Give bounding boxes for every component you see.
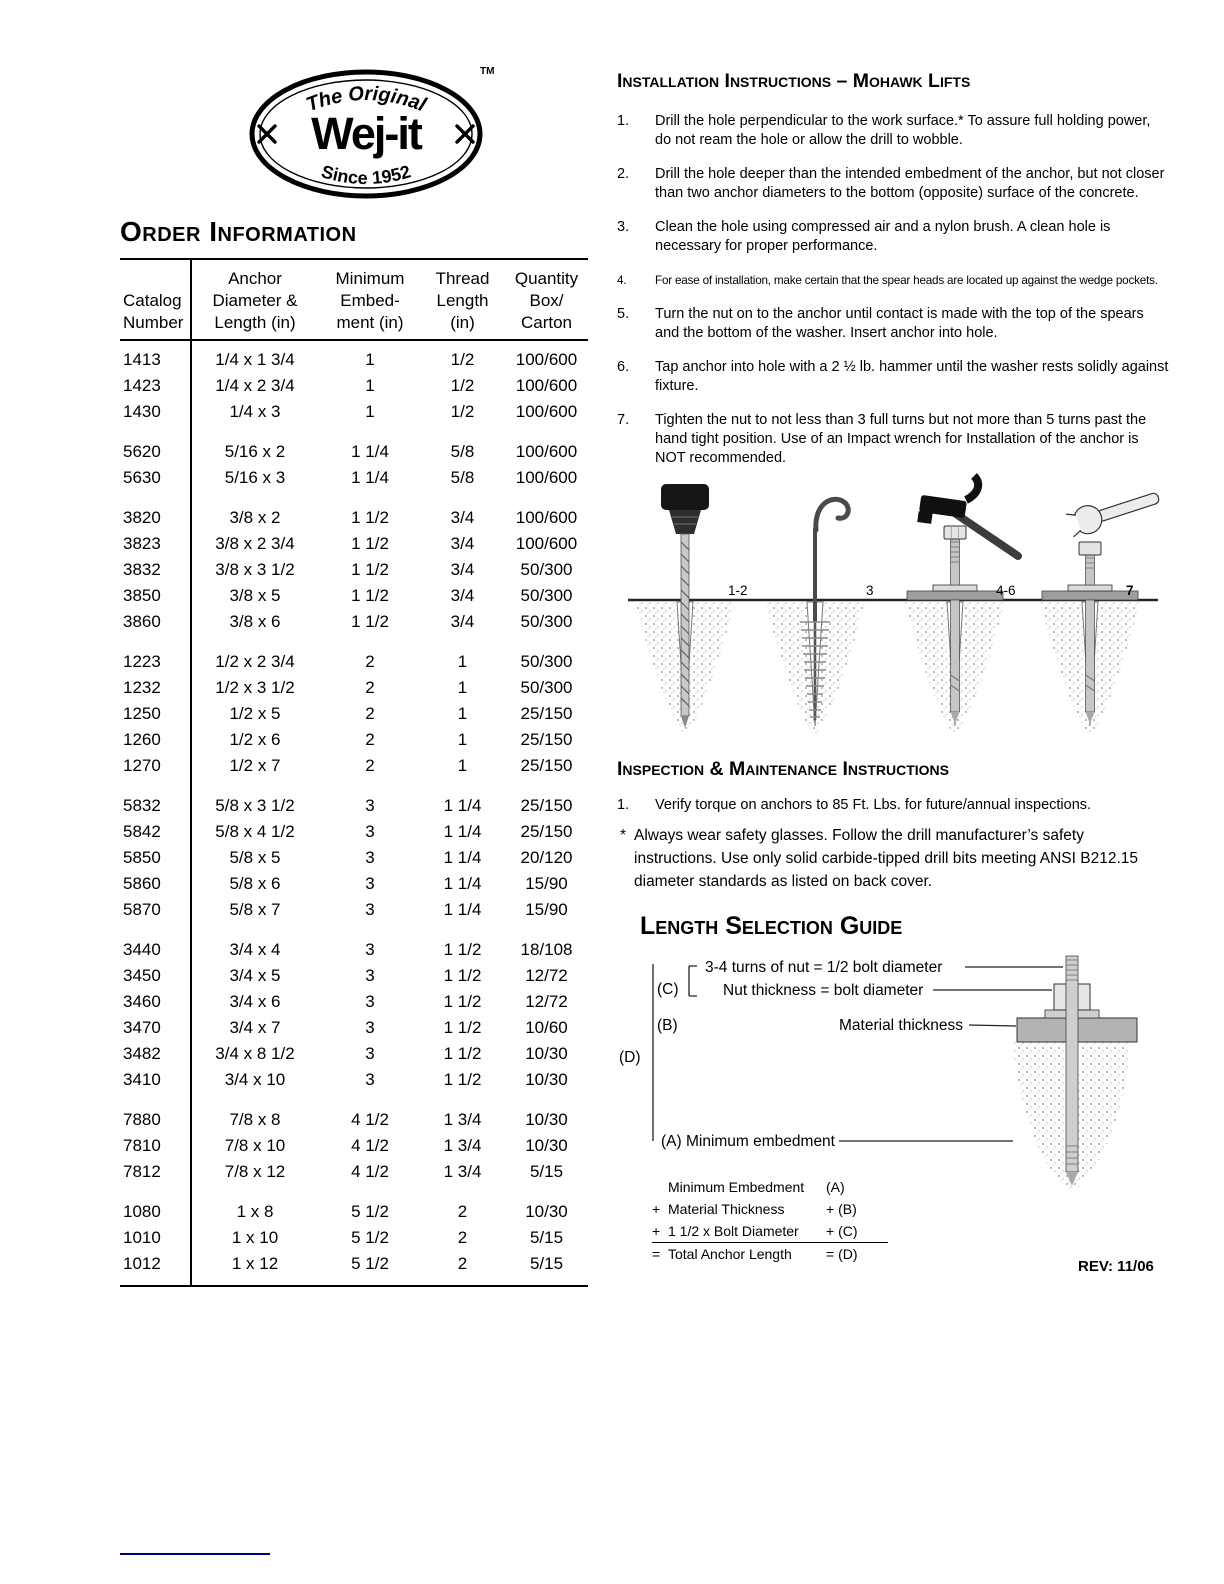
table-cell: 1 (457, 652, 468, 671)
table-cell: 3 (365, 1018, 375, 1037)
formula-row (652, 1220, 888, 1243)
table-cell: 20/120 (520, 848, 573, 867)
table-cell: 1430 (123, 402, 161, 421)
table-cell: 50/300 (520, 560, 573, 579)
table-cell: 1 (365, 402, 375, 421)
table-cell: 3/4 x 8 1/2 (215, 1044, 295, 1063)
table-cell: 50/300 (520, 586, 573, 605)
table-cell: 100/600 (515, 402, 578, 421)
table-cell: 3/8 x 5 (229, 586, 281, 605)
table-cell: 2 (365, 756, 375, 775)
installation-instructions-title: Installation Instructions – Mohawk Lifts (617, 70, 971, 92)
table-cell: 5/15 (529, 1162, 564, 1181)
table-cell: 4 1/2 (351, 1136, 389, 1155)
formula-label: 1 1/2 x Bolt Diameter (668, 1223, 799, 1239)
step-number: 2. (617, 166, 630, 182)
table-cell: 3/4 x 5 (229, 966, 281, 985)
installation-steps-figure (620, 470, 1165, 752)
safety-note (620, 824, 1165, 893)
table-cell: 3/4 (450, 586, 475, 605)
table-cell: 1 (365, 350, 375, 369)
table-cell: 1012 (123, 1254, 161, 1273)
label-c: (C) (657, 981, 679, 998)
table-cell: 1 1/4 (443, 796, 482, 815)
step-number: 7. (617, 412, 630, 428)
instruction-step (617, 165, 1169, 203)
safety-note-text: Always wear safety glasses. Follow the drill manufacturer’s safety instructions. Use only solid carbide-tipped drill bits meeting ANSI B212.15 diameter standards as listed on back cover. (634, 827, 1139, 890)
instruction-step (617, 305, 1169, 343)
asterisk: * (620, 827, 627, 844)
table-cell: 2 (457, 1254, 468, 1273)
table-cell: 3 (365, 874, 375, 893)
table-cell: 15/90 (525, 900, 568, 919)
footer-rule (120, 1553, 270, 1555)
drilled-holes (677, 602, 1098, 726)
col-header-quantity: Quantity Box/ Carton (514, 269, 579, 332)
table-cell: 1 1/2 (443, 940, 482, 959)
step-text: Turn the nut on to the anchor until contact is made with the top of the spears and the bottom of the washer. Insert anchor into hole. (655, 306, 1144, 341)
step-number: 4. (617, 274, 627, 287)
table-cell: 3860 (123, 612, 161, 631)
table-cell: 3/8 x 2 3/4 (215, 534, 295, 553)
table-cell: 18/108 (520, 940, 573, 959)
table-cell: 50/300 (520, 612, 573, 631)
revision-label: REV: 11/06 (1078, 1258, 1154, 1275)
order-information-title: Order Information (120, 216, 357, 247)
table-cell: 3 (365, 822, 375, 841)
table-cell: 1 (365, 376, 375, 395)
table-cell: 3 (365, 940, 375, 959)
table-cell: 10/30 (525, 1070, 568, 1089)
table-cell: 5/8 x 5 (229, 848, 281, 867)
table-cell: 7/8 x 12 (224, 1162, 286, 1181)
formula-code: + (B) (826, 1201, 857, 1217)
wrench-icon (1061, 483, 1163, 540)
table-cell: 3460 (123, 992, 161, 1011)
guide-line1: 3-4 turns of nut = 1/2 bolt diameter (705, 959, 943, 976)
table-cell: 3/8 x 6 (229, 612, 281, 631)
table-cell: 1 1/2 (443, 1018, 482, 1037)
table-cell: 3/4 (450, 508, 475, 527)
table-cell: 1 1/2 (443, 1044, 482, 1063)
guide-line3: Material thickness (839, 1017, 964, 1034)
step-text: Tap anchor into hole with a 2 ½ lb. hammer until the washer rests solidly against fixture. (655, 359, 1169, 394)
step-number: 1. (617, 113, 630, 129)
table-cell: 1 1/2 (351, 560, 389, 579)
step-text: Drill the hole deeper than the intended embedment of the anchor, but not closer than two anchor diameters to the bottom (opposite) surface of the concrete. (655, 166, 1165, 201)
table-cell: 3820 (123, 508, 161, 527)
table-cell: 3/4 x 6 (229, 992, 281, 1011)
formula-row (652, 1243, 888, 1265)
table-cell: 3410 (123, 1070, 161, 1089)
table-cell: 5832 (123, 796, 161, 815)
table-cell: 2 (457, 1228, 468, 1247)
table-cell: 3 (365, 1070, 375, 1089)
col-header-embedment: Minimum Embed- ment (in) (335, 269, 405, 332)
table-cell: 3 (365, 848, 375, 867)
formula-code: = (D) (826, 1246, 858, 1262)
table-cell: 5870 (123, 900, 161, 919)
table-cell: 3 (365, 796, 375, 815)
table-cell: 1 3/4 (443, 1136, 482, 1155)
table-cell: 1/2 (450, 402, 475, 421)
table-cell: 3832 (123, 560, 161, 579)
table-cell: 25/150 (520, 796, 573, 815)
formula-row (652, 1176, 888, 1198)
instruction-step (617, 358, 1169, 396)
length-selection-diagram (617, 950, 1165, 1200)
step-text: Tighten the nut to not less than 3 full turns but not more than 5 turns past the hand tight position. Use of an Impact wrench for Installation of the anchor is NOT recommended. (655, 412, 1147, 466)
table-cell: 1 x 8 (236, 1202, 274, 1221)
table-cell: 3/4 (450, 560, 475, 579)
table-cell: 5/8 (450, 468, 475, 487)
table-cell: 3850 (123, 586, 161, 605)
table-cell: 1/4 x 3 (229, 402, 281, 421)
step-text: Clean the hole using compressed air and a nylon brush. A clean hole is necessary for proper performance. (655, 219, 1111, 254)
instruction-step (617, 112, 1169, 150)
table-cell: 100/600 (515, 376, 578, 395)
table-cell: 1/2 x 7 (229, 756, 281, 775)
table-cell: 1 (457, 730, 468, 749)
inspection-maintenance-title: Inspection & Maintenance Instructions (617, 758, 949, 780)
formula-label: Total Anchor Length (668, 1246, 792, 1262)
table-cell: 100/600 (515, 468, 578, 487)
label-b: (B) (657, 1017, 678, 1034)
table-cell: 3/8 x 2 (229, 508, 281, 527)
table-cell: 1080 (123, 1202, 161, 1221)
table-cell: 2 (365, 652, 375, 671)
formula-op (652, 1176, 668, 1198)
table-cell: 1/2 (450, 376, 475, 395)
hammer-icon (917, 476, 1018, 556)
logo-brand-name: Wej-it (311, 108, 421, 159)
installation-steps (617, 112, 1169, 483)
step-text: Drill the hole perpendicular to the work surface.* To assure full holding power, do not ream the hole or allow the drill to wobble. (655, 113, 1151, 148)
table-cell: 1 x 10 (231, 1228, 279, 1247)
table-cell: 5/8 x 4 1/2 (215, 822, 295, 841)
label-d: (D) (619, 1049, 641, 1066)
formula-op: + (652, 1223, 661, 1239)
table-cell: 1 1/4 (351, 468, 389, 487)
table-cell: 25/150 (520, 704, 573, 723)
table-cell: 1 x 12 (231, 1254, 279, 1273)
table-cell: 1 1/2 (443, 992, 482, 1011)
table-cell: 3823 (123, 534, 161, 553)
table-cell: 1223 (123, 652, 161, 671)
concrete-stipple (635, 602, 1140, 736)
col-header-catalog: Catalog Number (123, 291, 184, 332)
wejit-logo (244, 56, 496, 208)
table-cell: 1423 (123, 376, 161, 395)
table-cell: 50/300 (520, 652, 573, 671)
length-selection-guide-title: Length Selection Guide (640, 912, 903, 940)
table-cell: 5/16 x 3 (224, 468, 286, 487)
table-cell: 3/4 x 4 (229, 940, 281, 959)
instruction-step (617, 411, 1169, 468)
table-cell: 7880 (123, 1110, 161, 1129)
trademark-symbol: TM (480, 66, 495, 77)
table-cell: 1232 (123, 678, 161, 697)
table-cell: 5 1/2 (351, 1254, 389, 1273)
table-cell: 3482 (123, 1044, 161, 1063)
table-cell: 25/150 (520, 822, 573, 841)
table-cell: 12/72 (525, 992, 568, 1011)
table-cell: 3 (365, 992, 375, 1011)
table-cell: 1270 (123, 756, 161, 775)
table-cell: 3/8 x 3 1/2 (215, 560, 295, 579)
col-header-thread: Thread Length (in) (435, 269, 490, 332)
table-cell: 4 1/2 (351, 1162, 389, 1181)
step-number: 5. (617, 306, 630, 322)
table-cell: 5630 (123, 468, 161, 487)
table-cell: 100/600 (515, 508, 578, 527)
table-cell: 5 1/2 (351, 1228, 389, 1247)
table-cell: 3/4 x 7 (229, 1018, 281, 1037)
table-cell: 1260 (123, 730, 161, 749)
table-cell: 7812 (123, 1162, 161, 1181)
table-cell: 5/8 (450, 442, 475, 461)
guide-line2: Nut thickness = bolt diameter (723, 982, 924, 999)
formula-code: + (C) (826, 1223, 858, 1239)
table-cell: 25/150 (520, 730, 573, 749)
table-vertical-rule (190, 260, 192, 1285)
table-cell: 4 1/2 (351, 1110, 389, 1129)
table-cell: 5 1/2 (351, 1202, 389, 1221)
table-cell: 1/2 x 3 1/2 (215, 678, 295, 697)
table-cell: 100/600 (515, 534, 578, 553)
table-cell: 5/16 x 2 (224, 442, 286, 461)
table-cell: 1/2 x 6 (229, 730, 281, 749)
table-cell: 10/30 (525, 1110, 568, 1129)
table-cell: 1 1/2 (351, 534, 389, 553)
table-cell: 2 (365, 704, 375, 723)
table-cell: 1/4 x 1 3/4 (215, 350, 295, 369)
table-cell: 5/8 x 7 (229, 900, 281, 919)
formula-table (652, 1176, 888, 1265)
figure-label-1-2: 1-2 (728, 583, 748, 598)
table-cell: 3 (365, 966, 375, 985)
table-cell: 5860 (123, 874, 161, 893)
table-cell: 10/60 (525, 1018, 568, 1037)
table-cell: 1 3/4 (443, 1110, 482, 1129)
table-cell: 3/4 (450, 534, 475, 553)
table-cell: 1 1/2 (351, 612, 389, 631)
formula-label: Material Thickness (668, 1201, 785, 1217)
table-cell: 5/15 (529, 1228, 564, 1247)
table-cell: 1 (457, 704, 468, 723)
table-cell: 1 1/4 (443, 874, 482, 893)
table-cell: 100/600 (515, 350, 578, 369)
formula-label: Minimum Embedment (668, 1179, 805, 1195)
formula-code: (A) (826, 1179, 845, 1195)
table-cell: 1010 (123, 1228, 161, 1247)
table-cell: 1 (457, 678, 468, 697)
table-cell: 1413 (123, 350, 161, 369)
table-cell: 1250 (123, 704, 161, 723)
col-header-anchor: Anchor Diameter & Length (in) (212, 269, 298, 332)
formula-op: + (652, 1201, 661, 1217)
formula-op: = (652, 1246, 661, 1262)
table-cell: 3/4 (450, 612, 475, 631)
table-cell: 7/8 x 10 (224, 1136, 286, 1155)
table-cell: 25/150 (520, 756, 573, 775)
table-cell: 5850 (123, 848, 161, 867)
table-cell: 50/300 (520, 678, 573, 697)
table-cell: 100/600 (515, 442, 578, 461)
table-cell: 10/30 (525, 1136, 568, 1155)
table-cell: 7/8 x 8 (229, 1110, 281, 1129)
figure-label-7: 7 (1126, 583, 1134, 598)
table-cell: 1/2 x 5 (229, 704, 281, 723)
step-number: 3. (617, 219, 630, 235)
table-cell: 1 1/2 (443, 1070, 482, 1089)
table-cell: 3 (365, 900, 375, 919)
logo-top-text: The Original (303, 82, 429, 117)
table-cell: 1 1/4 (443, 900, 482, 919)
step-text: Verify torque on anchors to 85 Ft. Lbs. for future/annual inspections. (655, 797, 1092, 813)
table-cell: 5/8 x 6 (229, 874, 281, 893)
table-cell: 5842 (123, 822, 161, 841)
guide-line4: (A) Minimum embedment (661, 1133, 835, 1150)
table-cell: 3470 (123, 1018, 161, 1037)
figure-label-3: 3 (866, 583, 874, 598)
table-cell: 7810 (123, 1136, 161, 1155)
table-cell: 1 3/4 (443, 1162, 482, 1181)
table-cell: 1 1/4 (443, 848, 482, 867)
table-cell: 1/2 (450, 350, 475, 369)
step-text: For ease of installation, make certain that the spear heads are located up against the wedge pockets. (655, 274, 1158, 287)
inspection-step (617, 796, 1165, 815)
table-cell: 5/15 (529, 1254, 564, 1273)
step-number: 1. (617, 797, 630, 813)
instruction-step (617, 271, 1169, 290)
table-cell: 2 (365, 730, 375, 749)
anchor-bolt (1066, 956, 1078, 1172)
table-cell: 1 1/4 (351, 442, 389, 461)
table-cell: 1/4 x 2 3/4 (215, 376, 295, 395)
table-cell: 5620 (123, 442, 161, 461)
table-cell: 10/30 (525, 1044, 568, 1063)
table-cell: 10/30 (525, 1202, 568, 1221)
table-cell: 1 1/4 (443, 822, 482, 841)
table-cell: 1 1/2 (443, 966, 482, 985)
table-cell: 2 (457, 1202, 468, 1221)
table-cell: 2 (365, 678, 375, 697)
logo-bottom-text: Since 1952 (319, 161, 413, 189)
table-cell: 3/4 x 10 (224, 1070, 286, 1089)
table-cell: 1 (457, 756, 468, 775)
table-cell: 3 (365, 1044, 375, 1063)
table-cell: 5/8 x 3 1/2 (215, 796, 295, 815)
table-cell: 3450 (123, 966, 161, 985)
table-cell: 15/90 (525, 874, 568, 893)
step-number: 6. (617, 359, 630, 375)
table-cell: 3440 (123, 940, 161, 959)
order-information-table (120, 258, 588, 1287)
figure-label-4-6: 4-6 (996, 583, 1016, 598)
table-cell: 1/2 x 2 3/4 (215, 652, 295, 671)
table-cell: 1 1/2 (351, 586, 389, 605)
formula-row (652, 1198, 888, 1220)
instruction-step (617, 218, 1169, 256)
table-cell: 1 1/2 (351, 508, 389, 527)
table-cell: 12/72 (525, 966, 568, 985)
